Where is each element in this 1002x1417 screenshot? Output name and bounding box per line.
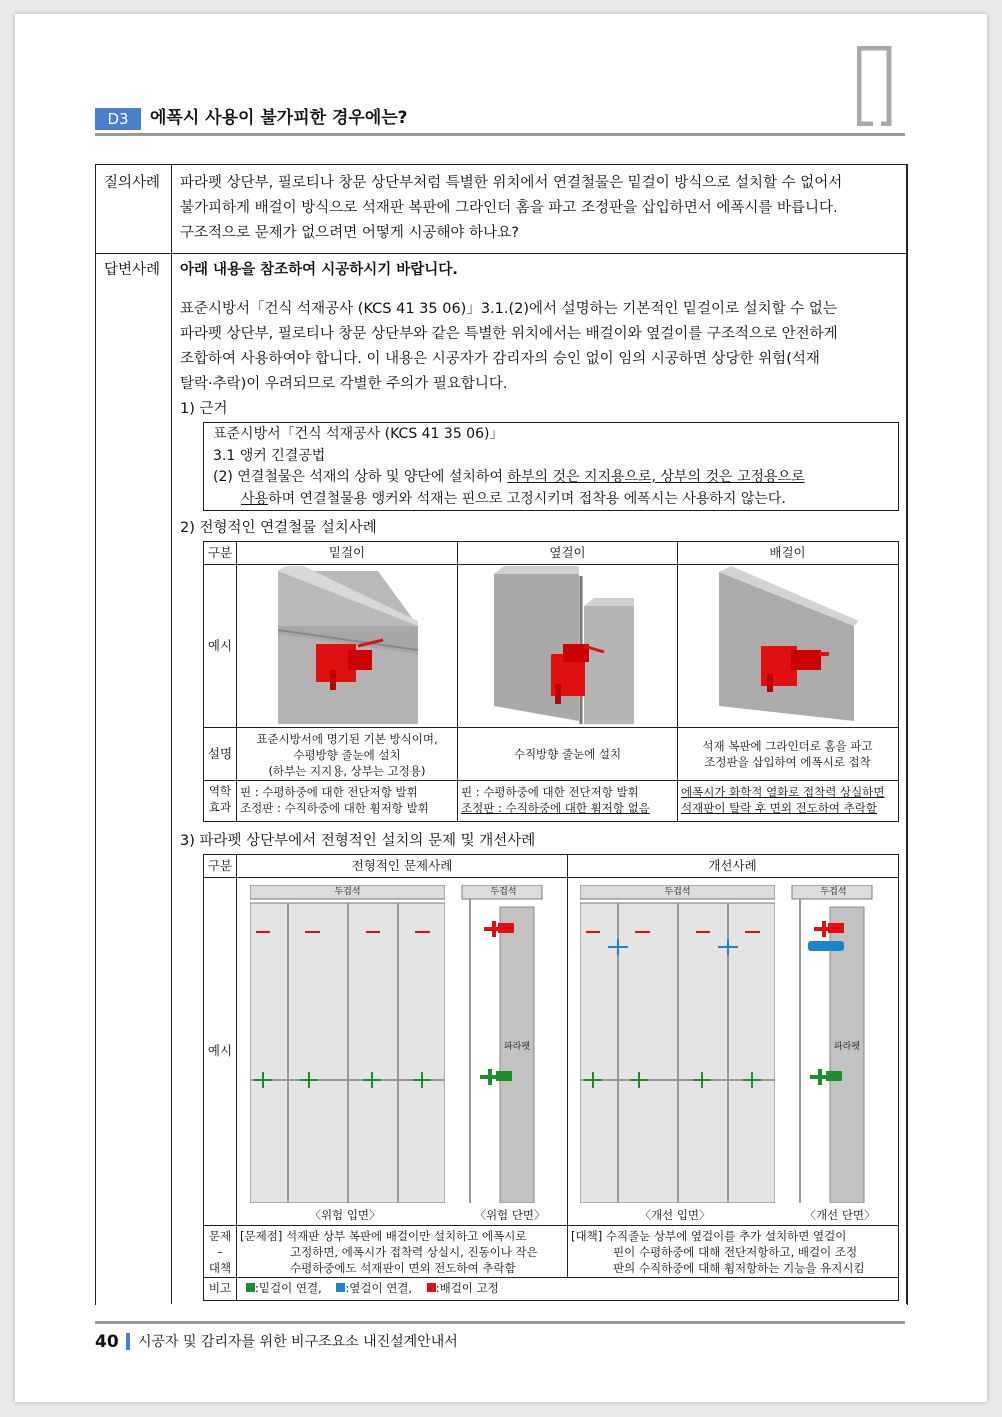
col-header-category: 구분 <box>207 545 233 560</box>
col-header-bottom: 밑걸이 <box>328 545 366 560</box>
question-label: 질의사례 <box>104 175 161 191</box>
answer-lead: 아래 내용을 참조하여 시공하시기 바랍니다. <box>180 262 458 278</box>
mech-bottom-anchor: 핀 : 수평하중에 대한 전단저항 발휘 조정판 : 수직하중에 대한 휨저항 발휘 <box>240 785 429 815</box>
footer-title: 시공자 및 감리자를 위한 비구조요소 내진설계안내서 <box>138 1334 458 1350</box>
cap-stone-label-improved: 두겁석 <box>664 887 691 897</box>
row-label-mechanics: 역학 효과 <box>208 784 232 814</box>
question-text: 파라펫 상단부, 필로티나 창문 상단부처럼 특별한 위치에서 연결철물은 밑걸이 방식으로 설치할 수 없어서 불가피하게 배걸이 방식으로 석재판 복판에 그라인더 홈을 파고 조정판을 삽입하면서 에폭시를 바릅니다. 구조적으로 문제가 없으려면 어떻게 시공해야 하나요? <box>180 175 843 241</box>
s3-row-issue: 문제 – 대책 <box>208 1229 232 1275</box>
caption-improved-elevation: 〈개선 입면〉 <box>639 1208 711 1222</box>
cap-stone-label-section: 두겁석 <box>490 887 517 897</box>
col-header-side: 옆걸이 <box>549 545 586 560</box>
page-number: 40 <box>95 1332 119 1352</box>
caption-danger-section: 〈위험 단면〉 <box>474 1208 546 1222</box>
desc-face-anchor: 석재 복판에 그라인더로 홈을 파고 조정판을 삽입하여 에폭시로 접착 <box>702 739 873 769</box>
section-code: D3 <box>95 108 141 130</box>
legend: :밑걸이 연결, :옆걸이 연결, :배걸이 고정 <box>246 1280 499 1296</box>
parapet-label: 파라펫 <box>503 1042 531 1052</box>
desc-side-anchor: 수직방향 줄눈에 설치 <box>513 747 622 761</box>
section3-heading: 3) 파라펫 상단부에서 전형적인 설치의 문제 및 개선사례 <box>180 833 536 849</box>
improved-elevation <box>580 885 775 1203</box>
section2-heading: 2) 전형적인 연결철물 설치사례 <box>180 520 377 536</box>
improved-section <box>786 885 891 1203</box>
cap-stone-label: 두겁석 <box>334 887 361 897</box>
caption-danger-elevation: 〈위험 입면〉 <box>309 1208 381 1222</box>
s3-col-improved: 개선사례 <box>708 858 757 873</box>
legend-red-swatch <box>427 1283 436 1292</box>
qa-row-divider <box>95 253 907 254</box>
s3-row-note: 비고 <box>208 1281 232 1295</box>
s3-col-problem: 전형적인 문제사례 <box>351 858 453 873</box>
mech-face-anchor: 에폭시가 화학적 열화로 접착력 상실하면 석재판이 탈락 후 면외 전도하여 추락함 <box>681 785 885 815</box>
header-rule <box>95 133 905 136</box>
qa-col-divider <box>171 164 172 1304</box>
section1-heading: 1) 근거 <box>180 401 228 417</box>
footer-rule <box>95 1321 905 1324</box>
spec-quote: 표준시방서「건식 석재공사 (KCS 41 35 06)」 3.1 앵커 긴결공법 (2) 연결철물은 석재의 상하 및 양단에 설치하여 하부의 것은 지지용으로, 상부의 것은 고정용으로 사용하며 연결철물용 앵커와 석재는 핀으로 고정시키며 접착용 에폭시는 사용하지 않는다. <box>213 426 805 507</box>
danger-elevation <box>250 885 445 1203</box>
legend-blue-swatch <box>336 1283 345 1292</box>
col-header-face: 배걸이 <box>769 545 806 560</box>
legend-green-swatch <box>246 1283 255 1292</box>
answer-paragraph: 표준시방서「건식 석재공사 (KCS 41 35 06)」3.1.(2)에서 설명하는 기본적인 밑걸이로 설치할 수 없는 파라펫 상단부, 필로티나 창문 상단부와 같은 특별한 위치에서는 배걸이와 옆걸이를 구조적으로 안전하게 조합하여 사용하여야 합니다. 이 내용은 시공자가 감리자의 승인 없이 임의 시공하면 상당한 위험(석재 탈락·추락)이 우려되므로 각별한 주의가 필요합니다. <box>180 301 838 392</box>
footer-marker <box>126 1333 130 1350</box>
fix-text: [대책] 수직줄눈 상부에 옆걸이를 추가 설치하면 옆걸이 핀이 수평하중에 대해 전단저항하고, 배걸이 조정 판의 수직하중에 대해 휨저항하는 기능을 유지시킴 <box>571 1229 865 1275</box>
cap-stone-label-improved-section: 두겁석 <box>820 887 847 897</box>
answer-label: 답변사례 <box>104 262 161 278</box>
s3-col-category: 구분 <box>207 858 233 873</box>
page-title: 에폭시 사용이 불가피한 경우에는? <box>150 108 408 128</box>
danger-section <box>456 885 561 1203</box>
caption-improved-section: 〈개선 단면〉 <box>804 1208 876 1222</box>
row-label-desc: 설명 <box>207 746 233 761</box>
bottom-anchor-illustration <box>238 566 456 726</box>
face-anchor-illustration <box>679 566 896 726</box>
desc-bottom-anchor: 표준시방서에 명기된 기본 방식이며, 수평방향 줄눈에 설치 (하부는 지지용, 상부는 고정용) <box>256 732 438 778</box>
side-anchor-illustration <box>459 566 676 726</box>
parapet-label-improved: 파라펫 <box>833 1042 861 1052</box>
mech-side-anchor: 핀 : 수평하중에 대한 전단저항 발휘 조정판 : 수직하중에 대한 휨저항 없음 <box>461 785 650 815</box>
corner-bracket-icon <box>857 46 897 126</box>
s3-row-example: 예시 <box>207 1043 233 1058</box>
row-label-example: 예시 <box>207 638 233 653</box>
qa-right-border <box>906 164 907 1304</box>
issue-text: [문제점] 석재판 상부 복판에 배걸이만 설치하고 에폭시로 고정하면, 에폭시가 접착력 상실시, 진동이나 작은 수평하중에도 석재판이 면외 전도하여 추락함 <box>240 1229 538 1275</box>
